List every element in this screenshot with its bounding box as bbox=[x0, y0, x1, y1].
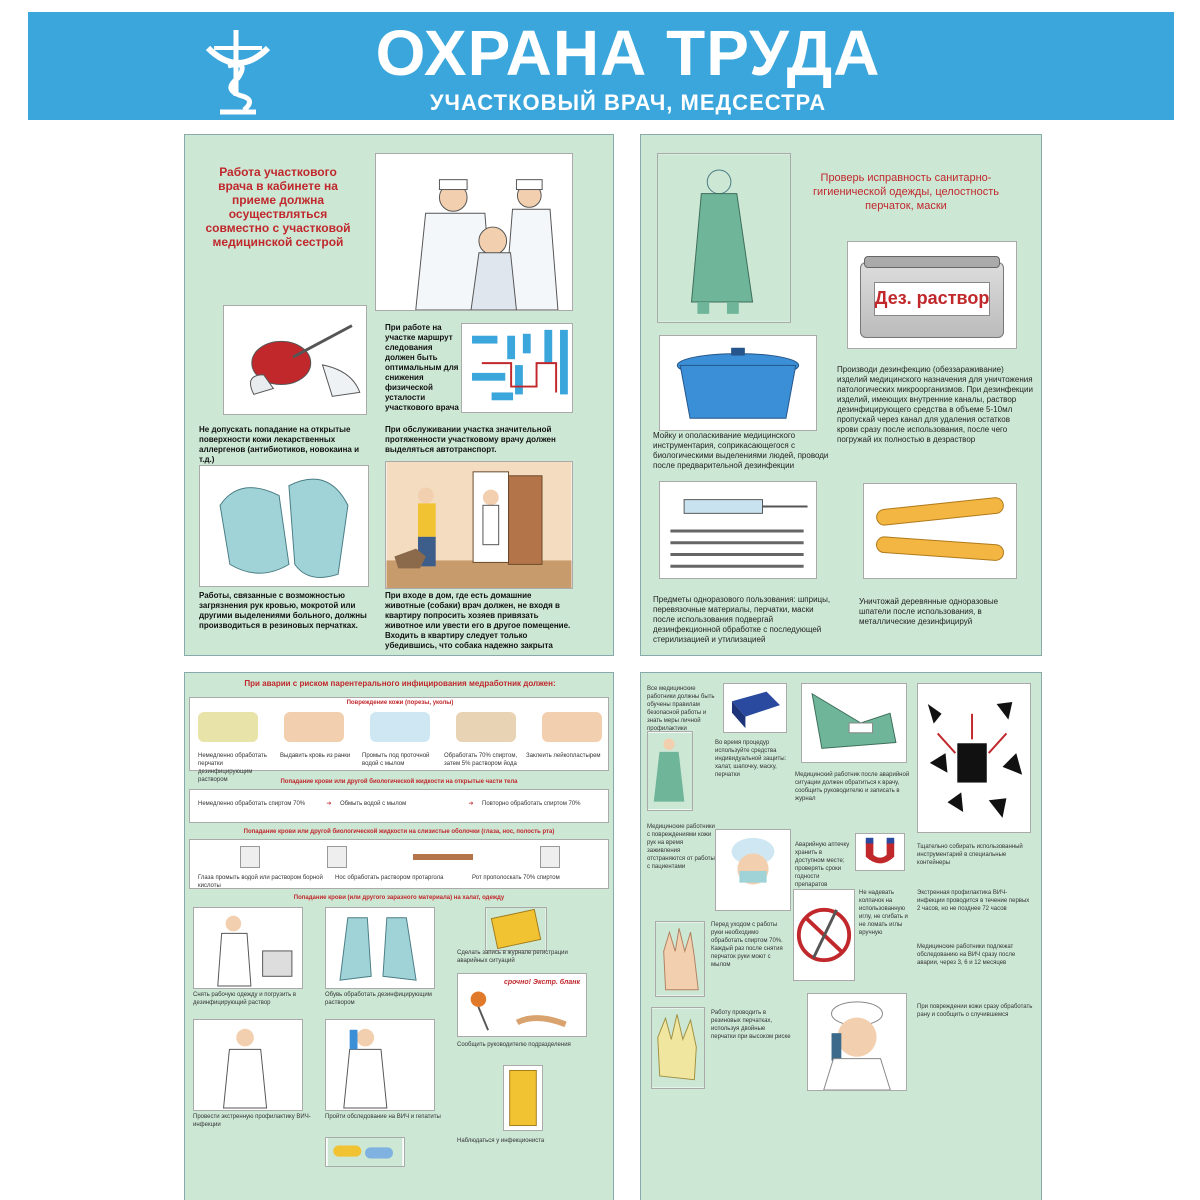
wooden-spatulas-illustration bbox=[863, 483, 1017, 579]
nurse-disinfecting-illustration bbox=[193, 907, 303, 989]
left-text-2: Медицинские работники с повреждениями кожи рук на время заживления отстраняются от работы с пациентами bbox=[647, 824, 715, 870]
row2-title: Попадание крови или другой биологической жидкости на открытые части тела bbox=[280, 779, 518, 785]
row1-caption-4: Обработать 70% спиртом, затем 5% раствором йода bbox=[444, 753, 518, 767]
left-text-1: Во время процедур используйте средства индивидуальной защиты: халат, шапочку, маску, перчатки bbox=[715, 740, 787, 778]
gloves-icon bbox=[198, 712, 258, 742]
door-illustration bbox=[503, 1065, 543, 1131]
surgeon-gown-illustration bbox=[657, 153, 791, 323]
disinfect-text: Производи дезинфекцию (обеззараживание) изделий медицинского назначения для уничтожения патологических микроорганизмов. При дезинфекции изделий, имеющих внутренние каналы, раствор дезинфицирующего средства в объеме 5-10мл пропускай через канал для удаления остатков крови сразу после использования, после чего погружай их полностью в дезраствор bbox=[837, 365, 1033, 444]
allergen-text: Не допускать попадание на открытые поверхности кожи лекарственных аллергенов (антибиотиков, новокаина и т.д.) bbox=[199, 425, 360, 464]
bottle-icon bbox=[456, 712, 516, 742]
transport-text: При обслуживании участка значительной протяженности участковому врачу должен выделяться автотранспорт. bbox=[385, 425, 556, 454]
page-subtitle: УЧАСТКОВЫЙ ВРАЧ, МЕДСЕСТРА bbox=[429, 90, 827, 115]
row1-caption-1: Немедленно обработать перчатки дезинфицирующим раствором bbox=[198, 753, 267, 783]
panel-emergency bbox=[184, 672, 614, 1200]
row4-caption-2: Обувь обработать дезинфицирующим раствором bbox=[325, 992, 432, 1006]
panel1-heading: Работа участкового врача в кабинете на приеме должна осуществляться совместно с участковой медицинской сестрой bbox=[205, 165, 351, 249]
panel-prevention bbox=[640, 672, 1042, 1200]
pipette-icon bbox=[413, 854, 473, 860]
pets-text: При входе в дом, где есть домашние животные (собаки) врач должен, не входя в квартиру попросить хозяев привязать животное или увести его в другое помещение. Входить в квартиру следует только убедившись, что собака надежно закрыта bbox=[385, 591, 571, 650]
bandage-icon bbox=[542, 712, 602, 742]
row1-caption-5: Заклеить лейкопластырем bbox=[526, 753, 601, 759]
route-text: При работе на участке маршрут следования должен быть оптимальным для снижения физической усталости участкового врача bbox=[385, 323, 459, 412]
row2-caption-1: Немедленно обработать спиртом 70% bbox=[198, 801, 306, 807]
pills-illustration bbox=[325, 1137, 405, 1167]
wash-text: Мойку и ополаскивание медицинского инструментария, соприкасающегося с биологическими выделениями людей, проводи после предварительной дезинфекции bbox=[653, 431, 829, 470]
row4-caption-1: Снять рабочую одежду и погрузить в дезинфицирующий раствор bbox=[193, 992, 297, 1006]
urgent-label: срочно! Экстр. бланк bbox=[503, 979, 581, 986]
panel-disinfection bbox=[640, 134, 1042, 656]
row1-title: Повреждение кожи (порезы, уколы) bbox=[346, 700, 454, 706]
header-left bbox=[28, 12, 150, 120]
journal-book-icon bbox=[485, 907, 547, 951]
row2-caption-3: Повторно обработать спиртом 70% bbox=[482, 801, 581, 807]
gloves-text: Работы, связанные с возможностью загрязнения рук кровью, мокротой или другими выделениями больного, должны производиться в резиновых перчатках. bbox=[199, 591, 367, 630]
page-title: ОХРАНА ТРУДА bbox=[375, 17, 881, 89]
nurse-report-illustration bbox=[193, 1019, 303, 1111]
latex-gloves-illustration bbox=[651, 1007, 705, 1089]
doctor-phone-illustration bbox=[325, 1019, 435, 1111]
no-needle-recap-icon bbox=[793, 889, 855, 981]
blue-basin-illustration bbox=[659, 335, 817, 431]
gowned-worker-illustration bbox=[647, 731, 693, 811]
magnet-icon bbox=[855, 833, 905, 871]
right-text-3: Тщательно собирать использованный инструментарий в специальные контейнеры bbox=[917, 844, 1023, 866]
left-text-5: Не надевать колпачок на использованную иглу, не сгибать и не ломать иглы вручную bbox=[859, 890, 908, 936]
row3-caption-2: Нос обработать раствором протаргола bbox=[335, 875, 444, 881]
row4-caption-7: Наблюдаться у инфекциониста bbox=[457, 1138, 545, 1144]
first-aid-kit-illustration bbox=[723, 683, 787, 733]
row4-caption-4: Сообщить руководителю подразделения bbox=[457, 1042, 571, 1048]
petri-dish-syringe-illustration bbox=[223, 305, 367, 415]
left-text-3: Перед уходом с работы руки необходимо обработать спиртом 70%. Каждый раз после снятия перчаток руки моют с мылом bbox=[711, 922, 783, 968]
left-text-4: Работу проводить в резиновых перчатках, используя двойные перчатки при высоком риске bbox=[711, 1010, 791, 1040]
row1-caption-3: Промыть под проточной водой с мылом bbox=[362, 753, 430, 767]
panel2-heading: Проверь исправность санитарно-гигиенической одежды, целостность перчаток, маски bbox=[813, 172, 999, 212]
shoe-covers-illustration bbox=[325, 907, 435, 989]
route-map-illustration bbox=[461, 323, 573, 413]
right-text-1: Медицинский работник после аварийной ситуации должен обратиться к врачу, сообщить руководителю и записать в журнал bbox=[795, 772, 910, 802]
rubber-gloves-illustration bbox=[199, 465, 369, 587]
right-text-5: Медицинские работники подлежат обследованию на ВИЧ сразу после аварии, через 3, 6 и 12 месяцев bbox=[917, 944, 1016, 966]
disinfectant-container-illustration bbox=[847, 241, 1017, 349]
container-label: Дез. раствор bbox=[874, 288, 990, 308]
right-text-2: Аварийную аптечку хранить в доступном месте; проверять сроки годности препаратов bbox=[795, 842, 850, 888]
doctor-dog-doorway-illustration bbox=[385, 461, 573, 589]
row2-caption-2: Обмыть водой с мылом bbox=[340, 801, 407, 807]
disposable-instruments-illustration bbox=[659, 481, 817, 579]
row3-caption-1: Глаза промыть водой или раствором борной кислоты bbox=[198, 875, 323, 889]
intro-text: Все медицинские работники должны быть обучены правилам безопасной работы и знать меры личной профилактики bbox=[647, 686, 715, 732]
poster bbox=[28, 12, 1174, 1188]
row1-caption-2: Выдавить кровь из ранки bbox=[280, 753, 351, 759]
vial-icon bbox=[540, 846, 560, 868]
row4-caption-6: Пройти обследование на ВИЧ и гепатиты bbox=[325, 1114, 441, 1120]
right-text-6: При повреждении кожи сразу обработать рану и сообщить о случившемся bbox=[917, 1004, 1033, 1018]
doctor-nurse-patient-illustration bbox=[375, 153, 573, 311]
faucet-icon bbox=[370, 712, 430, 742]
row-body-contact bbox=[189, 789, 609, 823]
hand-illustration bbox=[655, 921, 705, 997]
row3-caption-3: Рот прополоскать 70% спиртом bbox=[472, 875, 560, 881]
hand-icon bbox=[284, 712, 344, 742]
panel3-heading: При аварии с риском парентерального инфицирования медработник должен: bbox=[244, 679, 556, 688]
vial-icon bbox=[240, 846, 260, 868]
right-text-4: Экстренная профилактика ВИЧ-инфекции проводится в течение первых 2 часов, но не позднее 72 часов bbox=[917, 890, 1030, 912]
nurse-phone-call-illustration bbox=[807, 993, 907, 1091]
row4-caption-5: Провести экстренную профилактику ВИЧ-инфекции bbox=[193, 1114, 311, 1128]
row4-caption-3: Сделать запись в журнале регистрации аварийных ситуаций bbox=[457, 950, 568, 964]
bowl-of-hygieia-icon bbox=[198, 26, 278, 116]
panel-doctor-work bbox=[184, 134, 614, 656]
row4-title: Попадание крови (или другого заразного материала) на халат, одежду bbox=[293, 895, 505, 901]
row3-title: Попадание крови или другой биологической жидкости на слизистые оболочки (глаза, нос, полость рта) bbox=[243, 829, 555, 835]
spatula-text: Уничтожай деревянные одноразовые шпатели после использования, в металлические дезинфицируй bbox=[859, 597, 999, 626]
row-mucous bbox=[189, 839, 609, 889]
arrow-right-icon: ➔ bbox=[326, 801, 332, 807]
masked-nurse-illustration bbox=[715, 829, 791, 911]
hand-bandaging-illustration bbox=[801, 683, 907, 763]
arrow-right-icon: ➔ bbox=[468, 801, 474, 807]
vial-icon bbox=[327, 846, 347, 868]
hazard-objects-diagram bbox=[917, 683, 1031, 833]
disposable-text: Предметы одноразового пользования: шприцы, перевязочные материалы, перчатки, маски после использования подвергай дезинфекционной обработке с последующей стерилизацией и утилизацией bbox=[653, 595, 831, 644]
